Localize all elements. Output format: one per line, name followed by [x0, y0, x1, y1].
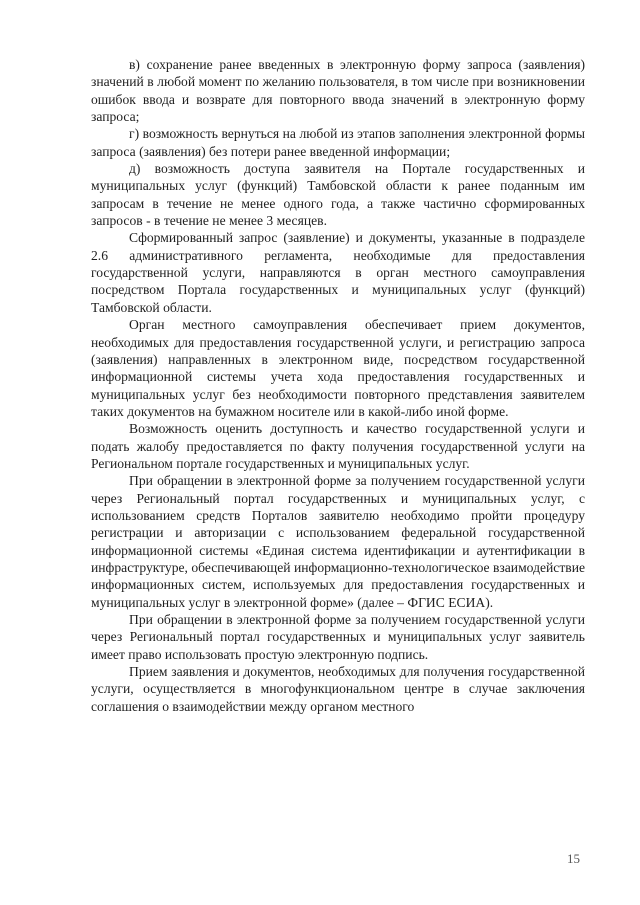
paragraph-formed-request: Сформированный запрос (заявление) и документы, указанные в подразделе 2.6 административного регламента, необходимые для предоставления государственной услуги, направляются в орган местного самоуправления посредством Портала государственных и муниципальных услуг (функций) Тамбовской области. [91, 230, 585, 315]
paragraph-electronic-signature: При обращении в электронной форме за получением государственной услуги через Региональный портал государственных и муниципальных услуг заявитель имеет право использовать простую электронную подпись. [91, 612, 585, 662]
page-number: 15 [567, 851, 580, 866]
paragraph-mfc-reception: Прием заявления и документов, необходимых для получения государственной услуги, осуществляется в многофункциональном центре в случае заключения соглашения о взаимодействии между органом местного [91, 664, 585, 714]
paragraph-esia-registration: При обращении в электронной форме за получением государственной услуги через Региональный портал государственных и муниципальных услуг, с использованием средств Порталов заявителю необходимо пройти процедуру регистрации и авторизации с использованием федеральной государственной информационной системы «Единая система идентификации и аутентификации в инфраструктуре, обеспечивающей информационно-технологическое взаимодействие информационных систем, используемых для предоставления государственных и муниципальных услуг в электронной форме» (далее – ФГИС ЕСИА). [91, 473, 585, 610]
paragraph-local-government: Орган местного самоуправления обеспечивает прием документов, необходимых для предоставления государственной услуги, и регистрацию запроса (заявления) направленных в электронном виде, посредством государственной информационной системы учета хода предоставления государственных и муниципальных услуг без необходимости повторного представления заявителем таких документов на бумажном носителе или в какой-либо иной форме. [91, 317, 585, 419]
paragraph-quality-evaluation: Возможность оценить доступность и качество государственной услуги и подать жалобу предоставляется по факту получения государственной услуги на Региональном портале государственных и муниципальных услуг. [91, 421, 585, 471]
paragraph-item-d: д) возможность доступа заявителя на Портале государственных и муниципальных услуг (функций) Тамбовской области к ранее поданным им запросам в течение не менее одного года, а также частично сформированных запросов - в течение не менее 3 месяцев. [91, 161, 585, 229]
paragraph-item-g: г) возможность вернуться на любой из этапов заполнения электронной формы запроса (заявления) без потери ранее введенной информации; [91, 126, 585, 159]
document-body [91, 56, 585, 715]
paragraph-item-v: в) сохранение ранее введенных в электронную форму запроса (заявления) значений в любой момент по желанию пользователя, в том числе при возникновении ошибок ввода и возврате для повторного ввода значений в электронную форму запроса; [91, 57, 585, 125]
